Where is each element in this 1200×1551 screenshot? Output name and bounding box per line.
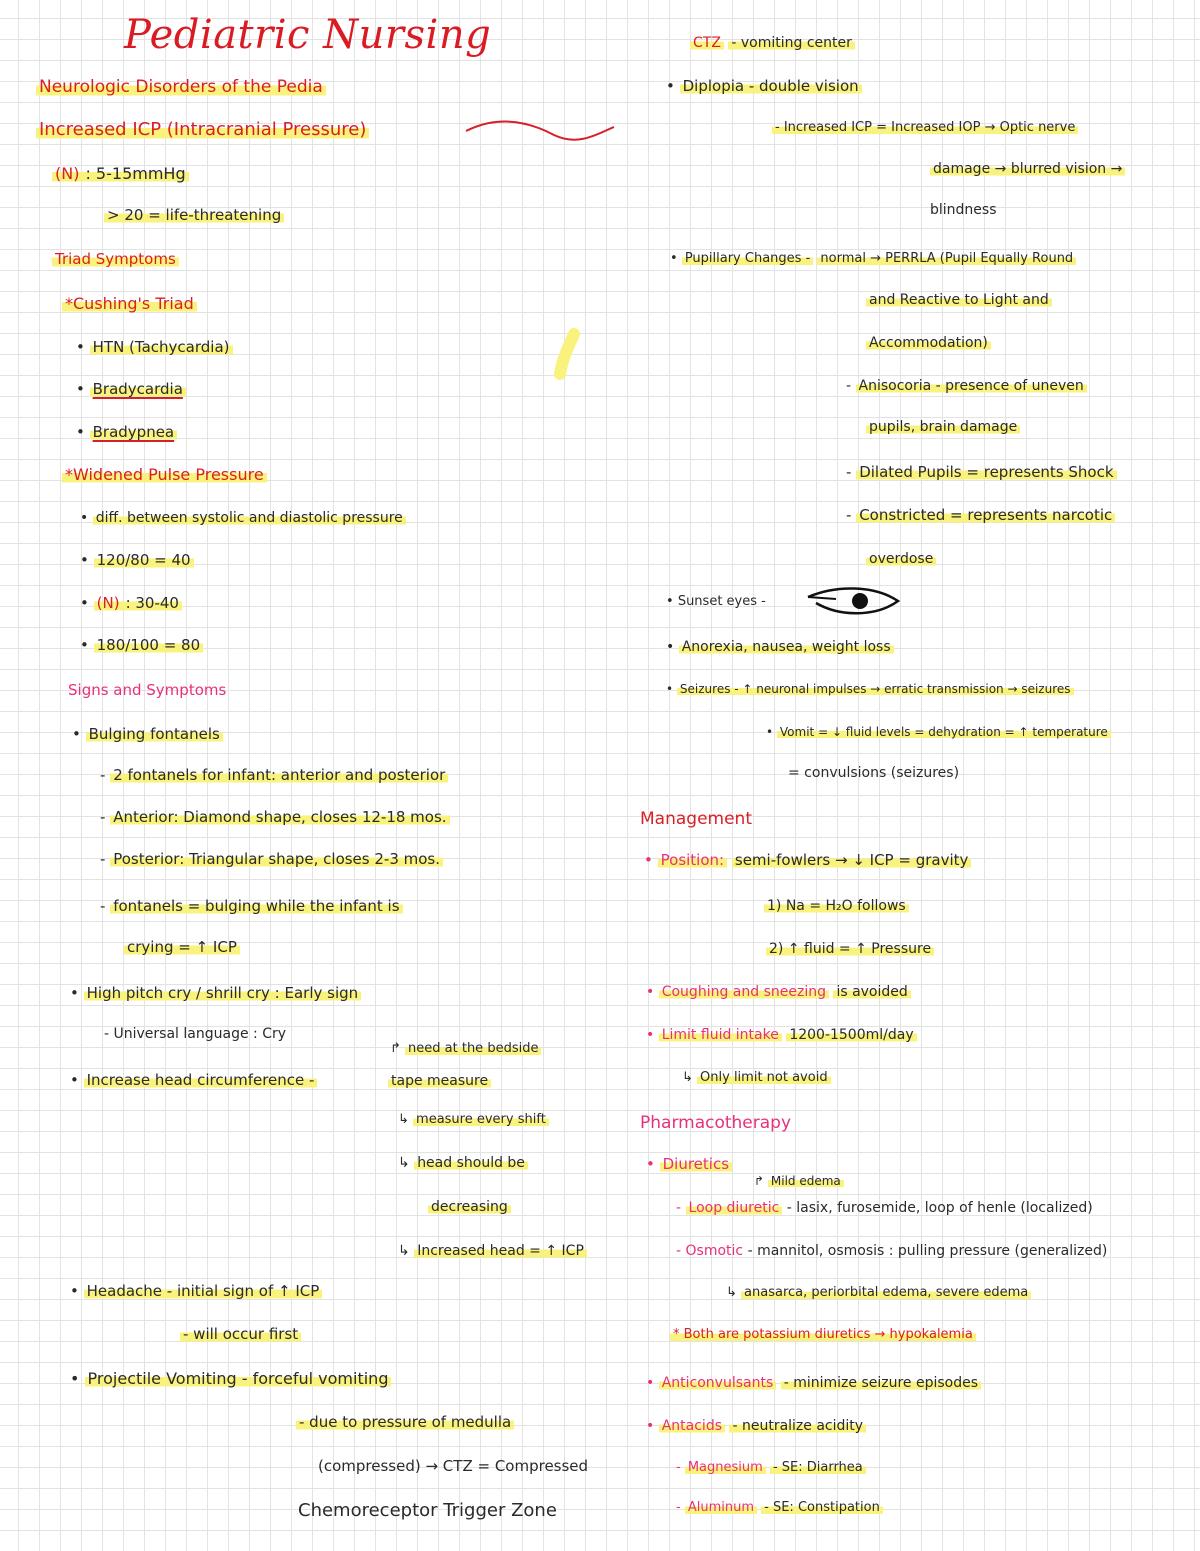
note-measure-shift: ↳ measure every shift [398, 1113, 549, 1126]
list-item: • Coughing and sneezing is avoided [646, 985, 911, 999]
ctz-line: CTZ - vomiting center [690, 36, 855, 50]
list-item: - Magnesium - SE: Diarrhea [676, 1461, 866, 1474]
list-item: (compressed) → CTZ = Compressed [318, 1457, 589, 1475]
note-increased-head: ↳ Increased head = ↑ ICP [398, 1244, 587, 1258]
list-item: - Aluminum - SE: Constipation [676, 1501, 883, 1514]
list-item: • Sunset eyes - [666, 594, 766, 609]
list-item: and Reactive to Light and [866, 293, 1052, 307]
list-item: overdose [866, 552, 936, 566]
list-item: - Anterior: Diamond shape, closes 12-18 mos. [100, 810, 450, 825]
list-item: • (N) : 30-40 [80, 596, 182, 611]
list-item: - Loop diuretic - lasix, furosemide, loop of henle (localized) [676, 1200, 1093, 1216]
list-item: • Position: semi-fowlers → ↓ ICP = gravity [644, 853, 971, 868]
list-item: • HTN (Tachycardia) [76, 340, 233, 355]
list-item: • Anorexia, nausea, weight loss [666, 640, 894, 654]
note-decreasing: decreasing [428, 1200, 511, 1214]
signs-symptoms-title: Signs and Symptoms [68, 681, 227, 699]
heading-neurologic: Neurologic Disorders of the Pedia [36, 79, 326, 96]
list-item: • Diuretics [646, 1157, 732, 1172]
list-item: - Universal language : Cry [104, 1026, 287, 1042]
note-need-bedside: ↱ need at the bedside [390, 1042, 541, 1055]
highlight-mark-decoration [552, 330, 592, 380]
list-item: crying = ↑ ICP [124, 940, 240, 955]
potassium-note: * Both are potassium diuretics → hypokalemia [670, 1328, 976, 1341]
ctz-full-name: Chemoreceptor Trigger Zone [298, 1500, 557, 1521]
list-item: • Vomit = ↓ fluid levels = dehydration = ↑ temperature [766, 726, 1111, 738]
triad-symptoms-title: Triad Symptoms [52, 252, 179, 267]
life-threatening-line: > 20 = life-threatening [104, 208, 284, 223]
list-item: - due to pressure of medulla [296, 1415, 514, 1430]
list-item: • Anticonvulsants - minimize seizure episodes [646, 1376, 981, 1390]
heading-increased-icp: Increased ICP (Intracranial Pressure) [36, 121, 369, 139]
list-item: • Bulging fontanels [72, 727, 223, 742]
note-mild-edema: ↱ Mild edema [754, 1175, 844, 1187]
list-item: • Increase head circumference - [70, 1073, 317, 1088]
list-item: - Constricted = represents narcotic [846, 508, 1115, 523]
list-item: • Bradycardia [76, 382, 186, 397]
list-item: • Projectile Vomiting - forceful vomiting [70, 1371, 391, 1387]
note-head-should: ↳ head should be [398, 1156, 528, 1170]
list-item: pupils, brain damage [866, 420, 1020, 434]
list-item: - fontanels = bulging while the infant is [100, 899, 403, 914]
management-title: Management [640, 809, 752, 829]
normal-icp-line: (N) : 5-15mmHg [52, 166, 189, 182]
list-item: • High pitch cry / shrill cry : Early sign [70, 986, 361, 1001]
list-item: • Pupillary Changes - normal → PERRLA (Pupil Equally Round [670, 252, 1076, 265]
sunset-eye-icon [806, 587, 902, 617]
pharmacotherapy-title: Pharmacotherapy [640, 1113, 792, 1133]
page-title: Pediatric Nursing [124, 12, 492, 58]
list-item: = convulsions (seizures) [788, 765, 960, 781]
list-item: - Posterior: Triangular shape, closes 2-3 mos. [100, 852, 443, 867]
list-item: • Diplopia - double vision [666, 79, 862, 94]
list-item: • diff. between systolic and diastolic pressure [80, 511, 406, 525]
list-item: • 180/100 = 80 [80, 638, 203, 653]
list-item: - Dilated Pupils = represents Shock [846, 465, 1117, 480]
list-item: - Anisocoria - presence of uneven [846, 379, 1087, 393]
list-item: blindness [930, 202, 997, 218]
note-anasarca: ↳ anasarca, periorbital edema, severe edema [726, 1286, 1031, 1299]
widened-pulse-title: *Widened Pulse Pressure [62, 467, 267, 483]
list-item: 1) Na = H₂O follows [764, 899, 909, 913]
list-item: - Increased ICP = Increased IOP → Optic nerve [772, 121, 1078, 134]
list-item: • 120/80 = 40 [80, 553, 194, 568]
list-item: 2) ↑ fluid = ↑ Pressure [766, 942, 934, 956]
list-item: • Headache - initial sign of ↑ ICP [70, 1284, 322, 1299]
swirl-decoration [464, 115, 624, 145]
cushings-triad-title: *Cushing's Triad [62, 296, 197, 312]
list-item: • Bradypnea [76, 425, 177, 440]
list-item: • Limit fluid intake 1200-1500ml/day [646, 1028, 917, 1042]
note-only-limit: ↳ Only limit not avoid [682, 1071, 831, 1084]
list-item: - Osmotic - mannitol, osmosis : pulling pressure (generalized) [676, 1243, 1108, 1259]
list-item: Accommodation) [866, 336, 991, 350]
list-item: • Antacids - neutralize acidity [646, 1419, 866, 1433]
list-item: damage → blurred vision → [930, 162, 1125, 176]
note-tape-measure: tape measure [388, 1074, 491, 1088]
list-item: - will occur first [180, 1327, 301, 1342]
list-item: • Seizures - ↑ neuronal impulses → erratic transmission → seizures [666, 683, 1074, 695]
list-item: - 2 fontanels for infant: anterior and posterior [100, 768, 448, 783]
